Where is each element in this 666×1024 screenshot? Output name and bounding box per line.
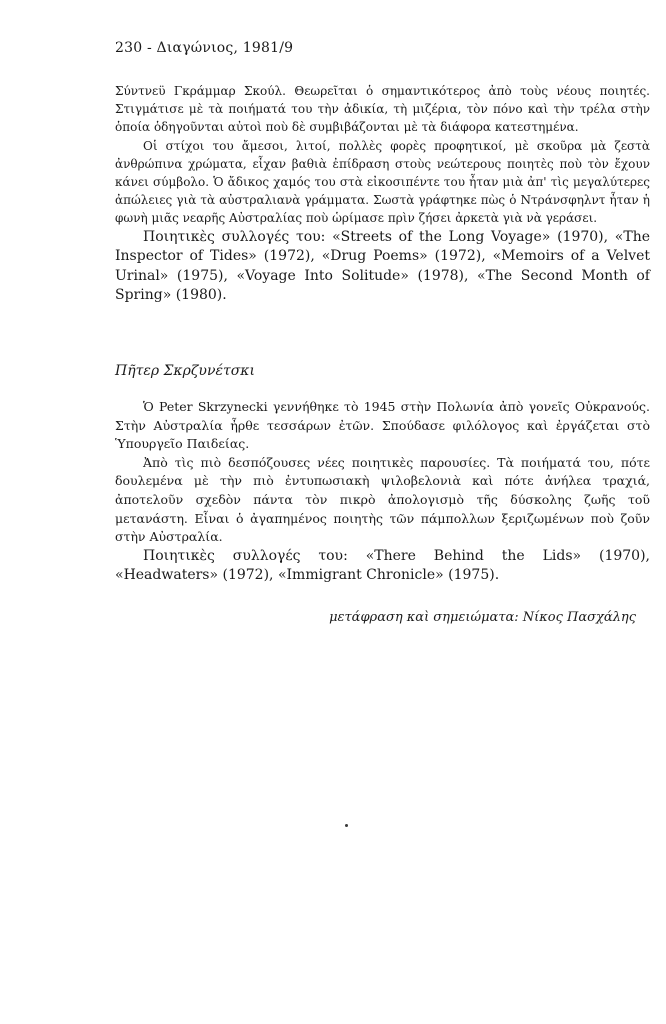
section-skrzynecki-bio xyxy=(115,363,650,625)
paragraph-poetry-influence: Οἱ στίχοι του ἄμεσοι, λιτοί, πολλὲς φορὲς προφητικοί, μὲ σκοῦρα μὰ ζεστὰ ἀνθρώπινα χρώματα, εἶχαν βαθιὰ ἐπίδραση στοὺς νεώτερους ποιητὲς ποὺ τὸν ἔχουν κάνει σύμβολο. Ὁ ἄδικος χαμός του στὰ εἰκοσιπέντε του ἦταν μιὰ ἀπ' τὶς μεγαλύτερες ἀπώλειες γιὰ τὰ αὐστραλιανὰ γράμματα. Σωστὰ γράφτηκε πὼς ὁ Ντράνσφηλντ ἦταν ἡ φωνὴ μιᾶς νεαρῆς Αὐστραλίας ποὺ ὡρίμασε πρὶν ζήσει ἀρκετὰ γιὰ νὰ γεράσει. xyxy=(115,138,650,226)
translation-credit: μετάφραση καὶ σημειώματα: Νίκος Πασχάλης xyxy=(329,609,636,625)
paragraph-education: Σύντνεϋ Γκράμμαρ Σκούλ. Θεωρεῖται ὁ σημαντικότερος ἀπὸ τοὺς νέους ποιητές. Στιγμάτισε μὲ τὰ ποιήματά του τὴν ἀδικία, τὴ μιζέρια, τὸν πόνο καὶ τὴν τρέλα στὴν ὁποία ὁδηγοῦνται αὐτοὶ ποὺ δὲ συμβιβάζονται μὲ τὰ διάφορα κατεστημένα. xyxy=(115,84,650,135)
running-head: 230 - Διαγώνιος, 1981/9 xyxy=(115,40,294,56)
print-speck xyxy=(345,824,348,827)
paragraph-collections: Ποιητικὲς συλλογές του: «There Behind the Lids» (1970), «Headwaters» (1972), «Immigrant Chronicle» (1975). xyxy=(115,547,650,584)
section-dransfield-bio xyxy=(115,82,650,306)
paragraph-poetic-presence: Ἀπὸ τὶς πιὸ δεσπόζουσες νέες ποιητικὲς παρουσίες. Τὰ ποιήματά του, πότε δουλεμένα μὲ τὴν πιὸ ἐντυπωσιακὴ ψιλοβελονιὰ καὶ πότε ἀνήλεα τραχιά, ἀποτελοῦν σχεδὸν πάντα τὸν πικρὸ ἀπολογισμὸ τῆς δύσκολης ζωῆς τοῦ μετανάστη. Εἶναι ὁ ἀγαπημένος ποιητὴς τῶν πάμπολλων ξεριζωμένων ποὺ ζοῦν στὴν Αὐστραλία. xyxy=(115,454,650,545)
paragraph-collections: Ποιητικὲς συλλογές του: «Streets of the Long Voyage» (1970), «The Inspector of Tides» (1972), «Drug Poems» (1972), «Memoirs of a Velvet Urinal» (1975), «Voyage Into Solitude» (1978), «The Second Month of Spring» (1980). xyxy=(115,228,650,304)
paragraph-birth: Ὁ Peter Skrzynecki γεννήθηκε τὸ 1945 στὴν Πολωνία ἀπὸ γονεῖς Οὐκρανούς. Στὴν Αὐστραλία ἦρθε τεσσάρων ἐτῶν. Σπούδασε φιλόλογος καὶ ἐργάζεται στὸ Ὑπουργεῖο Παιδείας. xyxy=(115,399,650,452)
author-heading: Πῆτερ Σκρζυνέτσκι xyxy=(115,363,255,379)
